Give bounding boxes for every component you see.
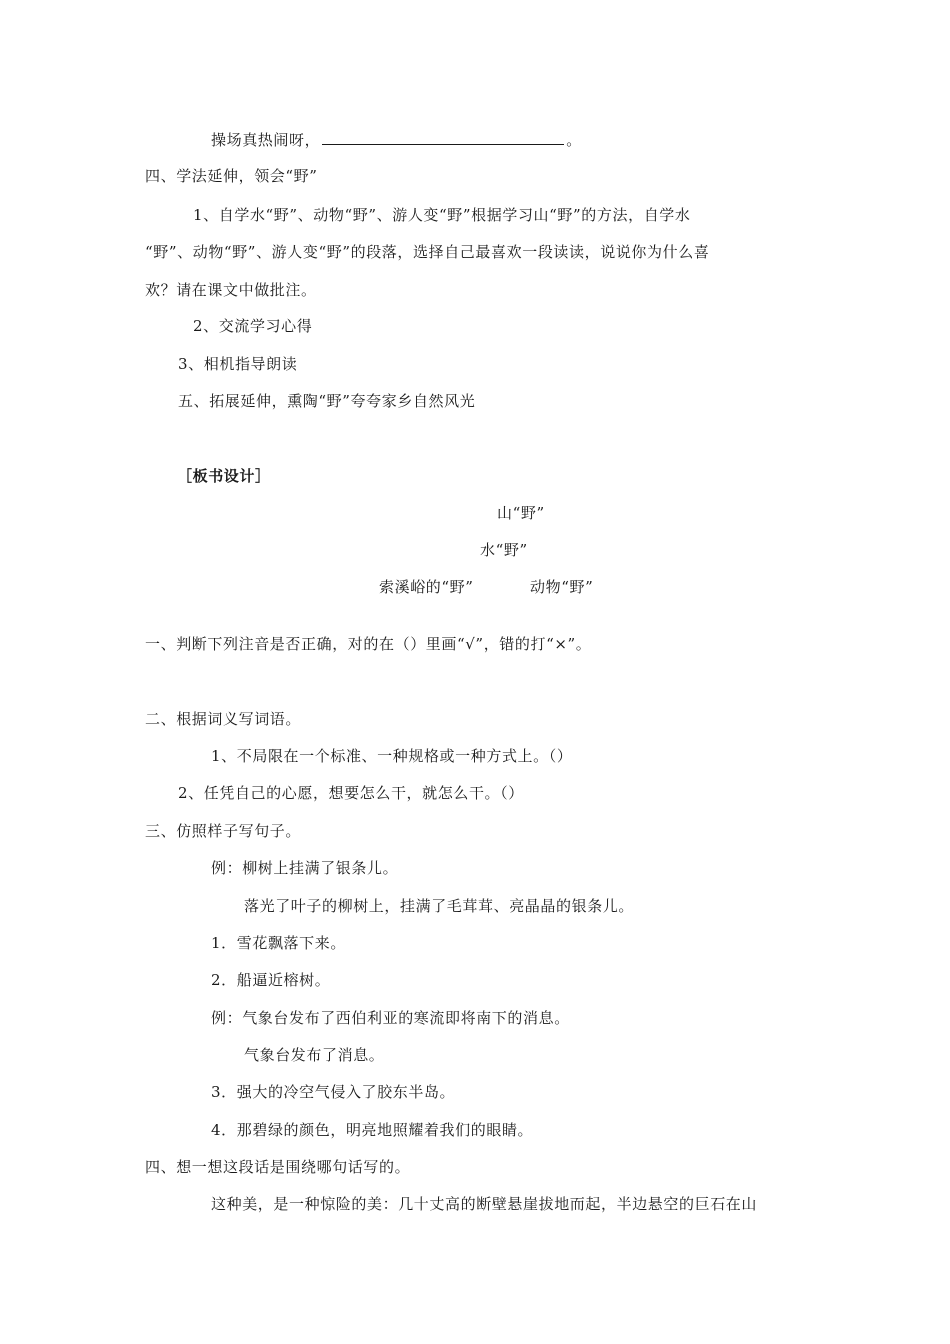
example-line: 例：气象台发布了西伯利亚的寒流即将南下的消息。 xyxy=(211,1009,570,1027)
list-item: 2、交流学习心得 xyxy=(193,317,313,335)
board-item: 索溪峪的“野” xyxy=(379,578,474,596)
board-item: 动物“野” xyxy=(530,578,594,596)
board-design-heading: ［板书设计］ xyxy=(177,467,271,485)
text-segment: 操场真热闹呀， xyxy=(211,131,321,149)
board-item: 水“野” xyxy=(480,541,528,559)
paragraph-line: 这种美，是一种惊险的美：几十丈高的断壁悬崖拔地而起，半边悬空的巨石在山 xyxy=(211,1195,758,1213)
exercise-heading: 一、判断下列注音是否正确，对的在（）里画“√”，错的打“×”。 xyxy=(145,635,592,653)
exercise-item: 1．雪花飘落下来。 xyxy=(211,934,346,952)
text-segment: 。 xyxy=(566,131,582,149)
exercise-heading: 四、想一想这段话是围绕哪句话写的。 xyxy=(145,1158,411,1176)
example-line: 例：柳树上挂满了银条儿。 xyxy=(211,859,399,877)
text-line xyxy=(211,130,582,150)
board-item: 山“野” xyxy=(497,504,545,522)
exercise-heading: 三、仿照样子写句子。 xyxy=(145,822,302,840)
example-line: 气象台发布了消息。 xyxy=(244,1046,385,1064)
section-heading: 四、学法延伸，领会“野” xyxy=(145,167,318,185)
example-line: 落光了叶子的柳树上，挂满了毛茸茸、亮晶晶的银条儿。 xyxy=(244,897,635,915)
exercise-item: 2、任凭自己的心愿，想要怎么干，就怎么干。（） xyxy=(178,784,524,802)
paragraph-line: “野”、动物“野”、游人变“野”的段落，选择自己最喜欢一段读读，说说你为什么喜 xyxy=(145,243,710,261)
list-item: 3、相机指导朗读 xyxy=(178,355,298,373)
exercise-item: 4．那碧绿的颜色，明亮地照耀着我们的眼睛。 xyxy=(211,1121,534,1139)
paragraph-line: 1、自学水“野”、动物“野”、游人变“野”根据学习山“野”的方法，自学水 xyxy=(193,206,691,224)
paragraph-line: 欢？请在课文中做批注。 xyxy=(145,281,317,299)
exercise-heading: 二、根据词义写词语。 xyxy=(145,710,302,728)
exercise-item: 2．船逼近榕树。 xyxy=(211,971,331,989)
answer-blank xyxy=(322,130,564,145)
exercise-item: 3．强大的冷空气侵入了胶东半岛。 xyxy=(211,1083,456,1101)
exercise-item: 1、不局限在一个标准、一种规格或一种方式上。（） xyxy=(211,747,573,765)
section-heading: 五、拓展延伸，熏陶“野”夸夸家乡自然风光 xyxy=(178,392,476,410)
